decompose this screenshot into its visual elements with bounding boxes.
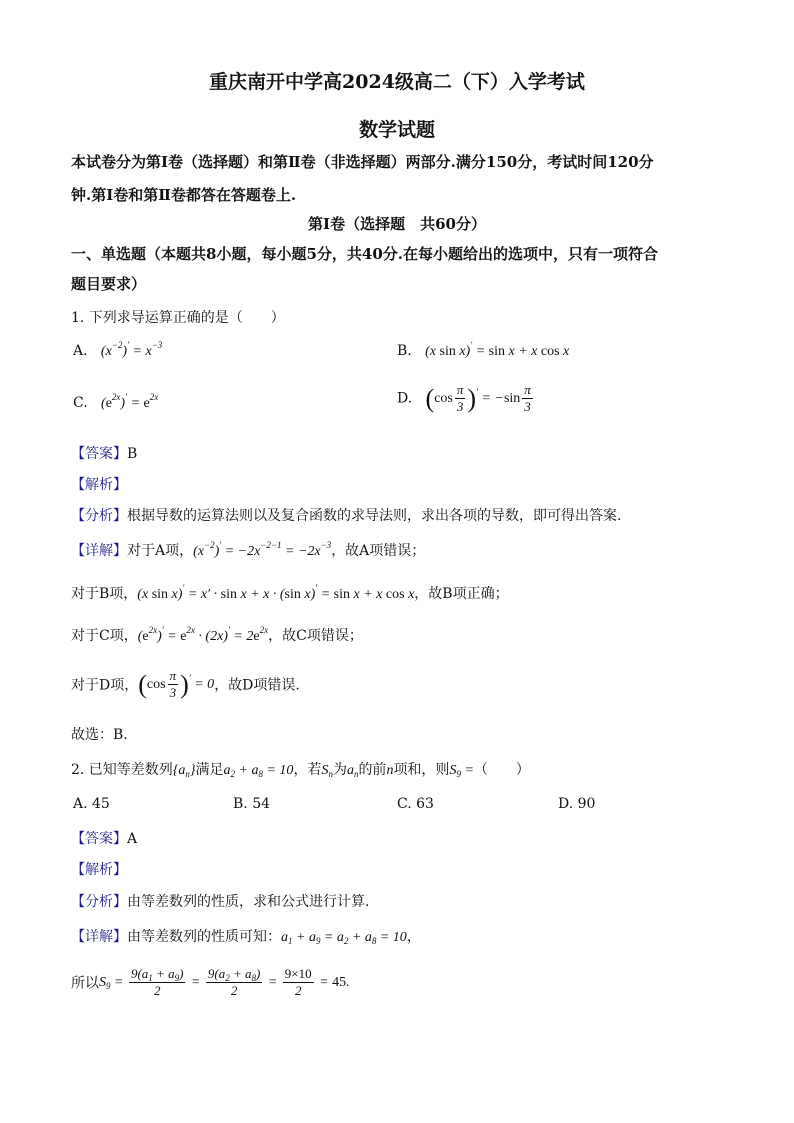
- q1-detail-b-pre: 对于B项，: [71, 586, 138, 602]
- q2-option-a: A. 45: [73, 796, 110, 812]
- q1-fenxi-tag: 【分析】: [71, 508, 127, 524]
- q1-answer-value: B: [127, 446, 138, 462]
- q2-answer-value: A: [127, 831, 138, 847]
- q1-jiexi-tag: 【解析】: [71, 477, 127, 493]
- q1-option-d-formula: (cos $\frac{\pi}{3}$ )′ = −sin $\frac{\pi}{3}$: [425, 382, 531, 414]
- q1-detail-b: [71, 583, 509, 603]
- q1-detail-c-formula: $(e^{2x})' = e^{2x} \cdot (2x)' = 2e^{2x}$: [137, 625, 269, 644]
- q2-an-formula: $a_n$: [346, 763, 359, 779]
- q1-option-a-label: A.: [73, 343, 88, 359]
- q2-stem-pre: 2. 已知等差数列: [71, 762, 173, 778]
- q2-answer-tag: 【答案】: [71, 831, 127, 847]
- q2-detail-comma: ，: [406, 929, 421, 945]
- q2-stem-mid3: 为: [332, 762, 347, 778]
- part-line-2: 题目要求）: [71, 275, 147, 293]
- q1-stem: 1. 下列求导运算正确的是（ ）: [71, 310, 285, 326]
- exam-title: 重庆南开中学高2024级高二（下）入学考试: [209, 71, 585, 93]
- q1-option-d-label: D.: [397, 390, 413, 407]
- q1-option-d: [397, 382, 535, 415]
- q2-sum-formula: $S_9$ = $\frac{9(a_1 + a_9)}{2}$ = $\frac{9(a_2 + a_8)}{2}$ = $\frac{9\times 10}{2}$ = 45.: [99, 966, 350, 998]
- q2-stem-mid2: ，若: [293, 762, 322, 778]
- q1-option-a: [73, 340, 163, 360]
- q2-n-formula: n: [386, 763, 394, 778]
- q2-cond-formula: $a_2 + a_8 = 10$: [223, 763, 294, 779]
- intro-line-1: 本试卷分为第Ⅰ卷（选择题）和第Ⅱ卷（非选择题）两部分.满分150分，考试时间120分: [71, 153, 654, 171]
- q1-option-b-label: B.: [397, 343, 412, 359]
- exam-subtitle: 数学试题: [358, 119, 435, 141]
- q2-stem-mid5: 项和，则: [393, 762, 450, 778]
- q1-detail-c-post: ，故C项错误；: [268, 628, 363, 644]
- q2-answer-line: [71, 828, 137, 848]
- q1-xiangjie-tag: 【详解】: [71, 543, 127, 559]
- q2-detail-pre: 由等差数列的性质可知：: [127, 929, 281, 945]
- q1-detail-a-pre: 对于A项，: [127, 543, 194, 559]
- section-title: 第Ⅰ卷（选择题 共60分）: [308, 215, 486, 233]
- q2-stem-end: （ ）: [473, 762, 530, 778]
- q1-detail-b-post: ，故B项正确；: [414, 586, 509, 602]
- q2-sum-pre: 所以: [71, 975, 99, 992]
- q2-stem: [71, 759, 530, 779]
- q1-detail-c-pre: 对于C项，: [71, 628, 138, 644]
- q2-stem-mid4: 的前: [358, 762, 387, 778]
- q1-option-b-formula: (x sin x)′ = sin x + x cos x: [425, 340, 570, 359]
- q2-seq-formula: $\{a_n\}$: [172, 763, 196, 779]
- q2-detail-formula: $a_1 + a_9 = a_2 + a_8 = 10$: [281, 930, 407, 946]
- intro-line-2: 钟.第Ⅰ卷和第Ⅱ卷都答在答题卷上.: [71, 186, 297, 204]
- q1-option-b: [397, 340, 570, 360]
- q2-option-c: C. 63: [397, 796, 434, 812]
- q1-answer-tag: 【答案】: [71, 446, 127, 462]
- q2-xiangjie-tag: 【详解】: [71, 929, 127, 945]
- q1-option-c-formula: $(e^{2x})' = e^{2x}$: [101, 392, 159, 411]
- q2-option-b: B. 54: [233, 796, 271, 812]
- q1-option-c-label: C.: [73, 395, 88, 411]
- q1-detail-d: [71, 668, 300, 701]
- q2-sum-line: [71, 966, 350, 999]
- q2-fenxi-text: 由等差数列的性质，求和公式进行计算.: [127, 894, 370, 910]
- q1-detail-d-pre: 对于D项，: [71, 677, 139, 694]
- q1-final: 故选：B.: [71, 727, 128, 743]
- q1-detail-d-formula: (cos $\frac{\pi}{3}$ )′ = 0: [138, 668, 215, 700]
- q1-detail-c: [71, 625, 363, 645]
- q1-detail-a-post: ，故A项错误；: [331, 543, 426, 559]
- q1-fenxi-text: 根据导数的运算法则以及复合函数的求导法则，求出各项的导数，即可得出答案.: [127, 508, 622, 524]
- q1-detail-b-formula: (x sin x)′ = x′ · sin x + x · (sin x)′ = sin x + x cos x: [137, 583, 415, 602]
- q2-jiexi-tag: 【解析】: [71, 862, 127, 878]
- q2-s9-formula: $S_9$ =: [449, 763, 474, 779]
- q1-detail-a-formula: $(x^{-2})' = -2x^{-2-1} = -2x^{-3}$: [193, 540, 332, 559]
- q2-sn-formula: $S_n$: [321, 763, 333, 779]
- part-line-1: 一、单选题（本题共8小题，每小题5分，共40分.在每小题给出的选项中，只有一项符合: [71, 245, 658, 263]
- q1-option-a-formula: $(x^{-2})' = x^{-3}$: [100, 340, 163, 359]
- q1-fenxi-line: [71, 505, 621, 525]
- q1-option-c: [73, 392, 159, 412]
- q2-stem-mid1: 满足: [195, 762, 224, 778]
- q1-answer-line: [71, 443, 137, 463]
- q1-detail-a: [71, 540, 425, 560]
- q2-option-d: D. 90: [558, 796, 596, 812]
- q2-fenxi-tag: 【分析】: [71, 894, 127, 910]
- q1-detail-d-post: ，故D项错误.: [214, 677, 300, 694]
- q2-fenxi-line: [71, 891, 369, 911]
- q2-detail-line: [71, 926, 421, 946]
